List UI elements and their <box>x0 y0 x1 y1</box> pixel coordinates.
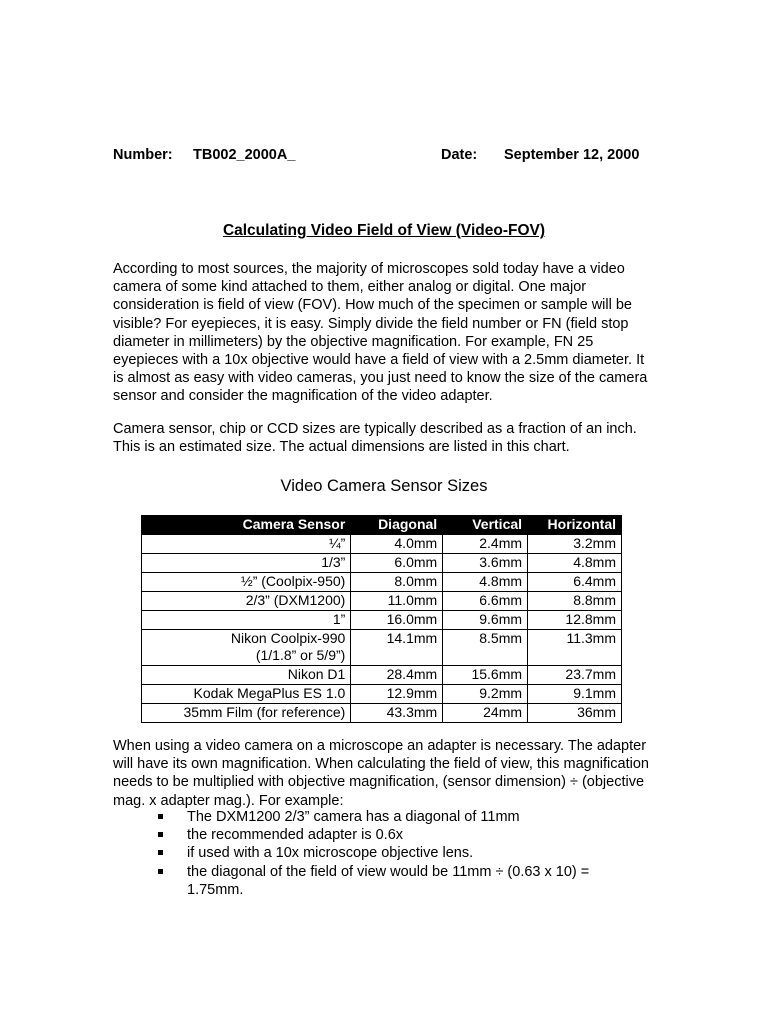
sensor-cell: 1” <box>142 611 351 630</box>
square-bullet-icon <box>158 850 163 855</box>
column-header: Diagonal <box>351 516 443 535</box>
sensor-cell: 35mm Film (for reference) <box>142 704 351 723</box>
vertical-cell: 15.6mm <box>443 666 528 685</box>
diagonal-cell: 43.3mm <box>351 704 443 723</box>
date-label: Date: <box>441 147 478 163</box>
table-row <box>142 611 622 630</box>
vertical-cell: 4.8mm <box>443 573 528 592</box>
sensor-cell: ¼” <box>142 535 351 554</box>
number-label: Number: <box>113 147 173 163</box>
horizontal-cell: 12.8mm <box>528 611 622 630</box>
sensor-cell: ½” (Coolpix-950) <box>142 573 351 592</box>
sensor-cell <box>142 630 351 666</box>
document-header <box>113 146 673 166</box>
diagonal-cell: 4.0mm <box>351 535 443 554</box>
table-row <box>142 554 622 573</box>
list-item-text: if used with a 10x microscope objective lens. <box>187 845 474 862</box>
horizontal-cell: 8.8mm <box>528 592 622 611</box>
sensor-size-line: (1/1.8” or 5/9”) <box>255 647 346 663</box>
horizontal-cell: 3.2mm <box>528 535 622 554</box>
horizontal-cell: 9.1mm <box>528 685 622 704</box>
diagonal-cell: 16.0mm <box>351 611 443 630</box>
sensor-name-line: Nikon Coolpix-990 <box>230 630 346 646</box>
diagonal-cell: 12.9mm <box>351 685 443 704</box>
table-row <box>142 704 622 723</box>
list-item-text: the recommended adapter is 0.6x <box>187 827 404 844</box>
table-row <box>142 592 622 611</box>
list-item <box>157 863 627 899</box>
table-row <box>142 573 622 592</box>
list-item <box>157 826 627 844</box>
adapter-paragraph: When using a video camera on a microscope an adapter is necessary. The adapter will have its own magnification. When calculating the field of view, this magnification needs to be multiplied with objective magnification, (sensor dimension) ÷ (objective mag. x adapter mag.). For example: <box>113 738 649 809</box>
column-header: Camera Sensor <box>142 516 351 535</box>
square-bullet-icon <box>158 832 163 837</box>
horizontal-cell: 4.8mm <box>528 554 622 573</box>
sensor-cell: Nikon D1 <box>142 666 351 685</box>
vertical-cell: 6.6mm <box>443 592 528 611</box>
table-header-row <box>142 516 622 535</box>
intro-paragraph: According to most sources, the majority of microscopes sold today have a video camera of some kind attached to them, either analog or digital. One major consideration is field of view (FOV). How much of the specimen or sample will be visible? For eyepieces, it is easy. Simply divide the field number or FN (field stop diameter in millimeters) by the objective magnification. For example, FN 25 eyepieces with a 10x objective would have a field of view with a 2.5mm diameter. It is almost as easy with video cameras, you just need to know the size of the camera sensor and consider the magnification of the video adapter. <box>113 261 648 405</box>
list-item-text: The DXM1200 2/3” camera has a diagonal of 11mm <box>187 809 520 825</box>
table-title: Video Camera Sensor Sizes <box>280 477 488 495</box>
sensor-cell: 1/3” <box>142 554 351 573</box>
vertical-cell: 24mm <box>443 704 528 723</box>
list-item <box>157 844 627 862</box>
diagonal-cell: 6.0mm <box>351 554 443 573</box>
horizontal-cell: 23.7mm <box>528 666 622 685</box>
vertical-cell: 2.4mm <box>443 535 528 554</box>
horizontal-cell: 36mm <box>528 704 622 723</box>
vertical-cell: 9.6mm <box>443 611 528 630</box>
vertical-cell: 9.2mm <box>443 685 528 704</box>
diagonal-cell: 11.0mm <box>351 592 443 611</box>
number-value: TB002_2000A_ <box>193 147 296 163</box>
vertical-cell: 3.6mm <box>443 554 528 573</box>
vertical-cell: 8.5mm <box>443 630 528 666</box>
list-item <box>157 808 627 826</box>
sensor-cell: 2/3” (DXM1200) <box>142 592 351 611</box>
table-row <box>142 666 622 685</box>
horizontal-cell: 6.4mm <box>528 573 622 592</box>
column-header: Vertical <box>443 516 528 535</box>
diagonal-cell: 8.0mm <box>351 573 443 592</box>
table-row <box>142 685 622 704</box>
sensor-paragraph: Camera sensor, chip or CCD sizes are typically described as a fraction of an inch. This is an estimated size. The actual dimensions are listed in this chart. <box>113 421 637 456</box>
diagonal-cell: 14.1mm <box>351 630 443 666</box>
diagonal-cell: 28.4mm <box>351 666 443 685</box>
sensor-cell: Kodak MegaPlus ES 1.0 <box>142 685 351 704</box>
horizontal-cell: 11.3mm <box>528 630 622 666</box>
square-bullet-icon <box>158 869 163 874</box>
column-header: Horizontal <box>528 516 622 535</box>
table-row <box>142 630 622 666</box>
date-value: September 12, 2000 <box>504 147 640 163</box>
document-title: Calculating Video Field of View (Video-FOV) <box>222 222 546 239</box>
table-row <box>142 535 622 554</box>
sensor-size-table <box>141 515 622 723</box>
list-item-text: the diagonal of the field of view would be 11mm ÷ (0.63 x 10) = 1.75mm. <box>187 863 590 898</box>
example-bullet-list <box>157 808 627 899</box>
square-bullet-icon <box>158 814 163 819</box>
